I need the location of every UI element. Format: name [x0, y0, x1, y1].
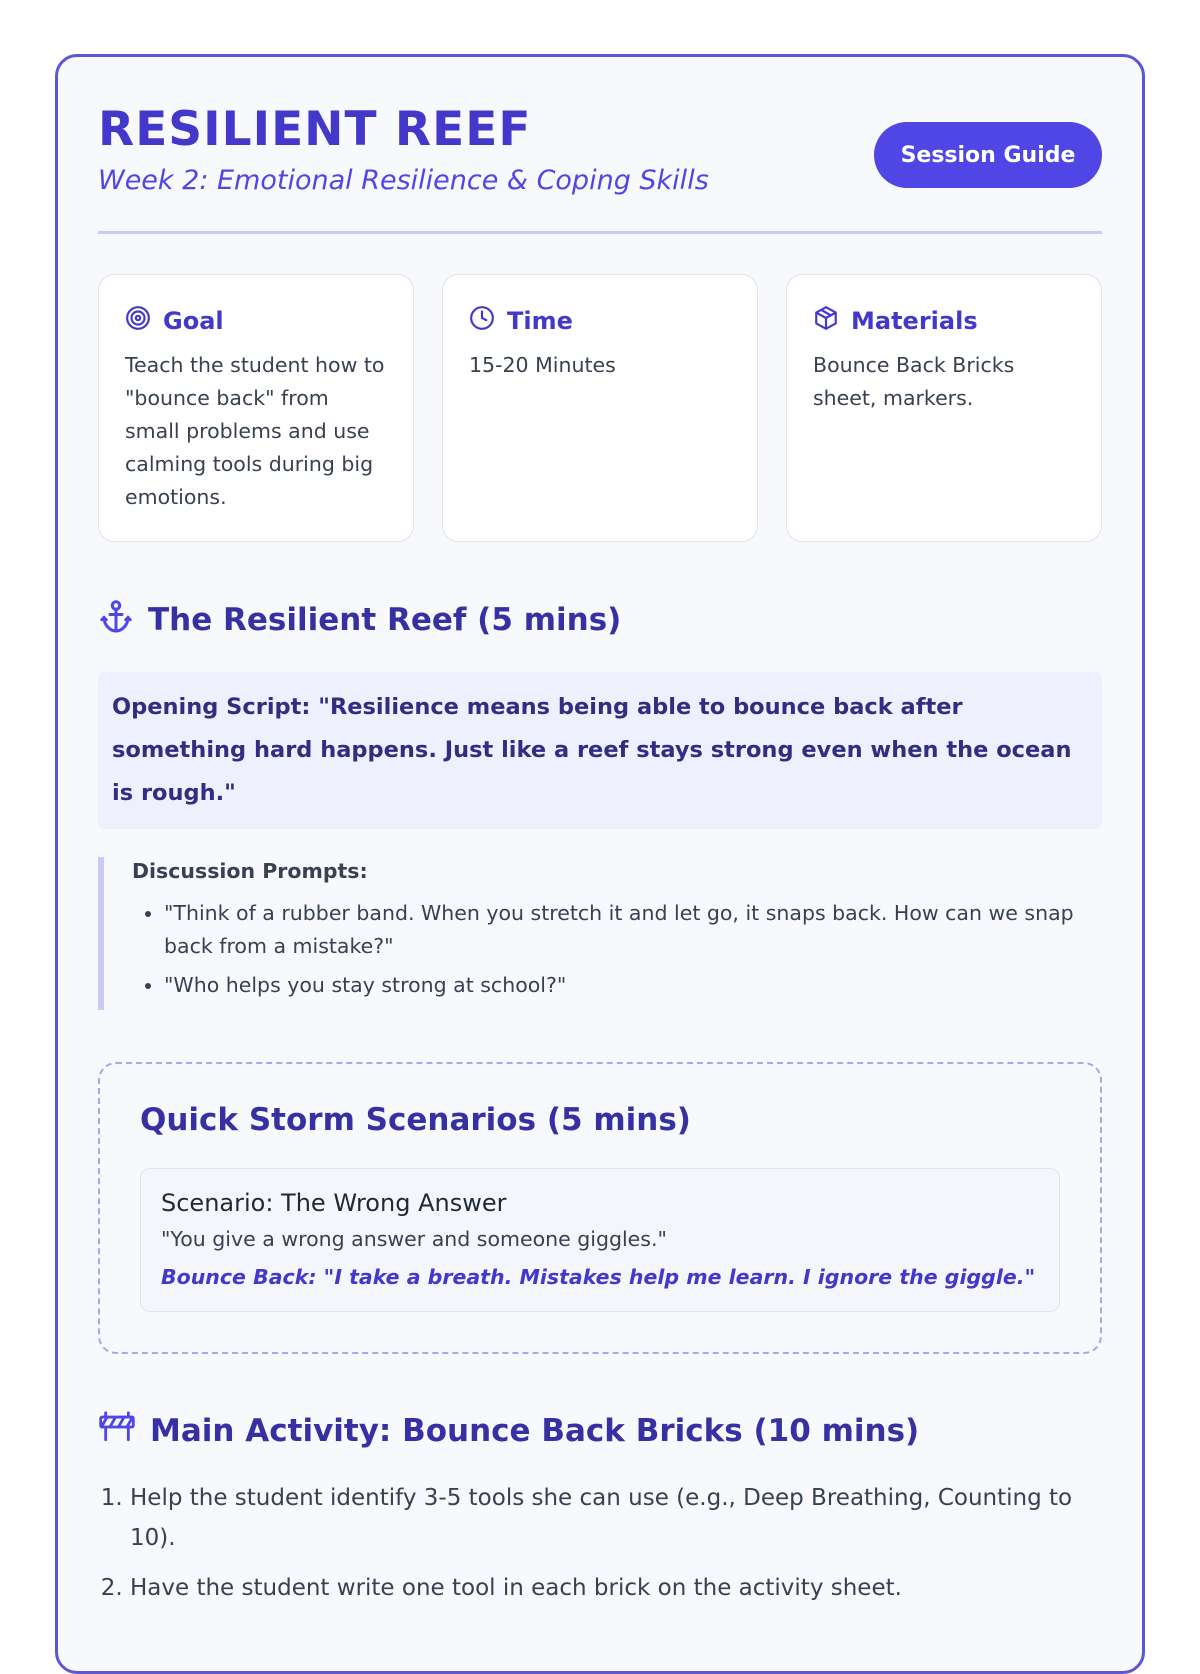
prompts-title: Discussion Prompts:: [132, 859, 368, 883]
clock-icon: [469, 305, 495, 337]
main-activity-title: Main Activity: Bounce Back Bricks (10 mins): [150, 1413, 920, 1449]
materials-heading: [813, 305, 1075, 337]
storm-scenarios: [98, 1062, 1102, 1354]
time-card: [442, 274, 758, 542]
session-card: [55, 54, 1145, 1674]
list-item: • "Think of a rubber band. When you stretch it and let go, it snaps back. How can we snap back from a mistake?": [164, 897, 1102, 963]
goal-label: Goal: [163, 307, 224, 335]
page-subtitle: Week 2: Emotional Resilience & Coping Skills: [98, 165, 709, 196]
storm-section-title: Quick Storm Scenarios (5 mins): [140, 1102, 691, 1138]
list-item: • "Who helps you stay strong at school?": [164, 969, 1102, 1002]
list-item: 2. Have the student write one tool in each brick on the activity sheet.: [130, 1568, 1102, 1608]
reef-section-title: The Resilient Reef (5 mins): [148, 602, 622, 638]
scenario-card: [140, 1168, 1060, 1312]
target-icon: [125, 305, 151, 337]
info-cards: [98, 274, 1102, 542]
opening-script: Opening Script: "Resilience means being able to bounce back after something hard happens. Just like a reef stays strong even when the ocean is rough.": [98, 672, 1102, 829]
scenario-quote: "You give a wrong answer and someone giggles.": [161, 1227, 667, 1251]
main-activity-heading: [98, 1410, 1102, 1452]
session-guide-button[interactable]: Session Guide: [874, 122, 1102, 188]
prompts-list: [132, 897, 1102, 1002]
activity-steps: [98, 1478, 1102, 1608]
discussion-prompts: [98, 857, 1102, 1010]
materials-text: Bounce Back Bricks sheet, markers.: [813, 353, 1015, 410]
scenario-title: Scenario: The Wrong Answer: [161, 1189, 507, 1217]
barrier-icon: [98, 1410, 136, 1452]
header-divider: [98, 231, 1102, 234]
goal-text: Teach the student how to "bounce back" from small problems and use calming tools during big emotions.: [125, 353, 385, 509]
page-title: RESILIENT REEF: [98, 102, 532, 157]
list-item: 1. Help the student identify 3-5 tools she can use (e.g., Deep Breathing, Counting to 10).: [130, 1478, 1102, 1558]
materials-card: [786, 274, 1102, 542]
materials-label: Materials: [851, 307, 978, 335]
goal-heading: [125, 305, 387, 337]
bounce-back-response: Bounce Back: "I take a breath. Mistakes help me learn. I ignore the giggle.": [161, 1265, 1036, 1289]
time-label: Time: [507, 307, 573, 335]
anchor-icon: [98, 598, 134, 642]
goal-card: [98, 274, 414, 542]
time-heading: [469, 305, 731, 337]
header: [98, 99, 1102, 231]
reef-section-heading: [98, 598, 1102, 642]
package-icon: [813, 305, 839, 337]
time-text: 15-20 Minutes: [469, 353, 616, 377]
